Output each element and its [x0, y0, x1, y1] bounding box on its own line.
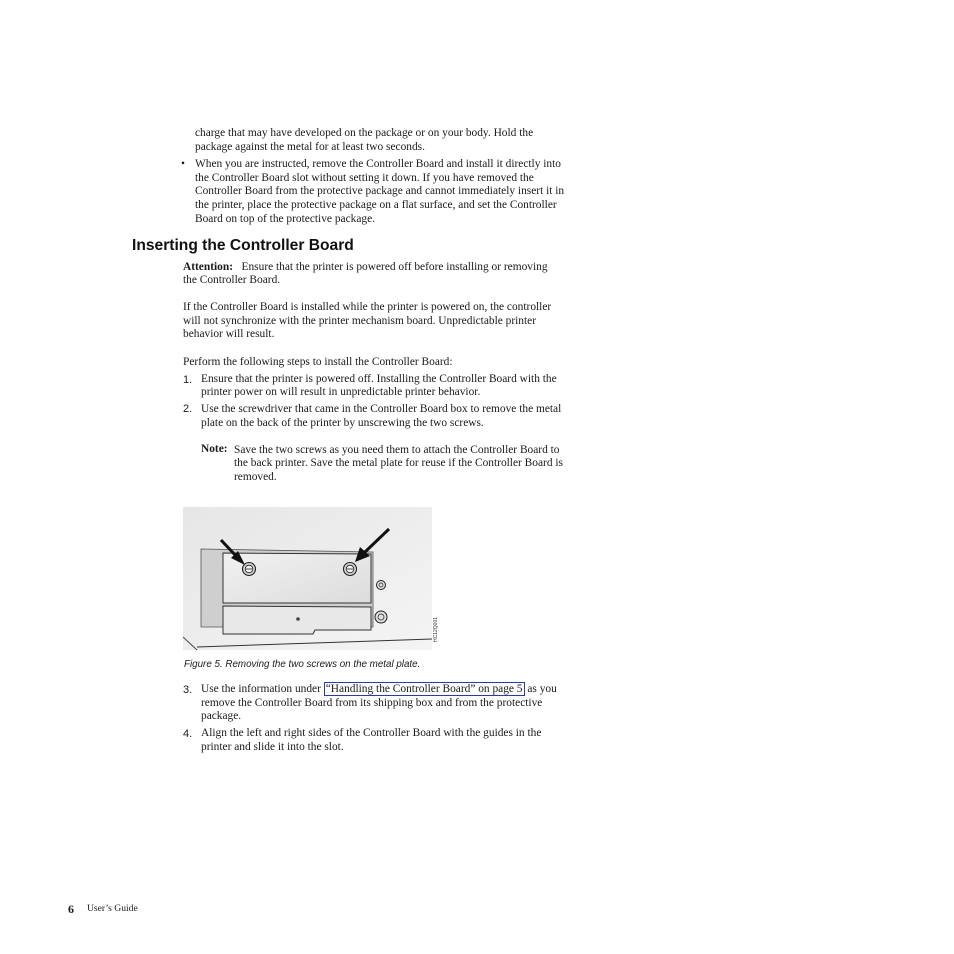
attention-label: Attention:	[183, 261, 233, 273]
guide-title: User’s Guide	[87, 903, 138, 914]
step3-line-3: package.	[201, 710, 242, 722]
note-line-2: the back printer. Save the metal plate for reuse if the Controller Board is	[234, 457, 563, 469]
step2-number: 2.	[183, 403, 193, 415]
right-screw	[344, 563, 357, 576]
bullet-line-1: When you are instructed, remove the Controller Board and install it directly into	[195, 158, 561, 170]
step3-number: 3.	[183, 684, 193, 696]
figure-id: HC12Q001	[433, 616, 439, 642]
intro-line-1: charge that may have developed on the package or on your body. Hold the	[195, 127, 534, 139]
attention-line-2: the Controller Board.	[183, 274, 281, 286]
bullet-line-5: Board on top of the protective package.	[195, 213, 375, 225]
attention-line-1	[183, 261, 548, 275]
figure-caption: Figure 5. Removing the two screws on the metal plate.	[184, 659, 421, 670]
step4-number: 4.	[183, 728, 193, 740]
bullet-line-3: Controller Board from the protective package and cannot immediately insert it in	[195, 185, 565, 197]
section-title: Inserting the Controller Board	[132, 237, 354, 254]
step1-line-2: printer power on will result in unpredictable printer behavior.	[201, 386, 481, 398]
para2: Perform the following steps to install the Controller Board:	[183, 356, 453, 368]
step3-line-2: remove the Controller Board from its shipping box and from the protective	[201, 697, 543, 709]
para1-line-3: behavior will result.	[183, 328, 275, 340]
note-line-3: removed.	[234, 471, 277, 483]
bullet-line-2: the Controller Board slot without setting it down. If you have removed the	[195, 172, 534, 184]
bullet-symbol: •	[181, 158, 185, 170]
bullet-line-4: the printer, place the protective package on a flat surface, and set the Controller	[195, 199, 557, 211]
step4-line-2: printer and slide it into the slot.	[201, 741, 344, 753]
step4-line-1: Align the left and right sides of the Controller Board with the guides in the	[201, 727, 542, 739]
para1-line-1: If the Controller Board is installed while the printer is powered on, the controller	[183, 301, 552, 313]
handling-link[interactable]: “Handling the Controller Board” on page 5	[325, 683, 523, 695]
step2-line-2: plate on the back of the printer by unscrewing the two screws.	[201, 417, 484, 429]
metal-plate-figure	[183, 507, 432, 650]
para1-line-2: will not synchronize with the printer mechanism board. Unpredictable printer	[183, 315, 537, 327]
attention-text: Ensure that the printer is powered off before installing or removing	[241, 261, 548, 273]
intro-line-2: package against the metal for at least two seconds.	[195, 141, 425, 153]
step2-line-1: Use the screwdriver that came in the Controller Board box to remove the metal	[201, 403, 562, 415]
note-line-1: Save the two screws as you need them to attach the Controller Board to	[234, 444, 560, 456]
note-label: Note:	[201, 443, 228, 455]
step3-prefix: Use the information under	[201, 683, 321, 695]
step3-line-1	[201, 683, 557, 697]
step3-suffix: as you	[527, 683, 557, 695]
step1-line-1: Ensure that the printer is powered off. Installing the Controller Board with the	[201, 373, 557, 385]
page-number: 6	[68, 902, 74, 916]
step1-number: 1.	[183, 374, 193, 386]
